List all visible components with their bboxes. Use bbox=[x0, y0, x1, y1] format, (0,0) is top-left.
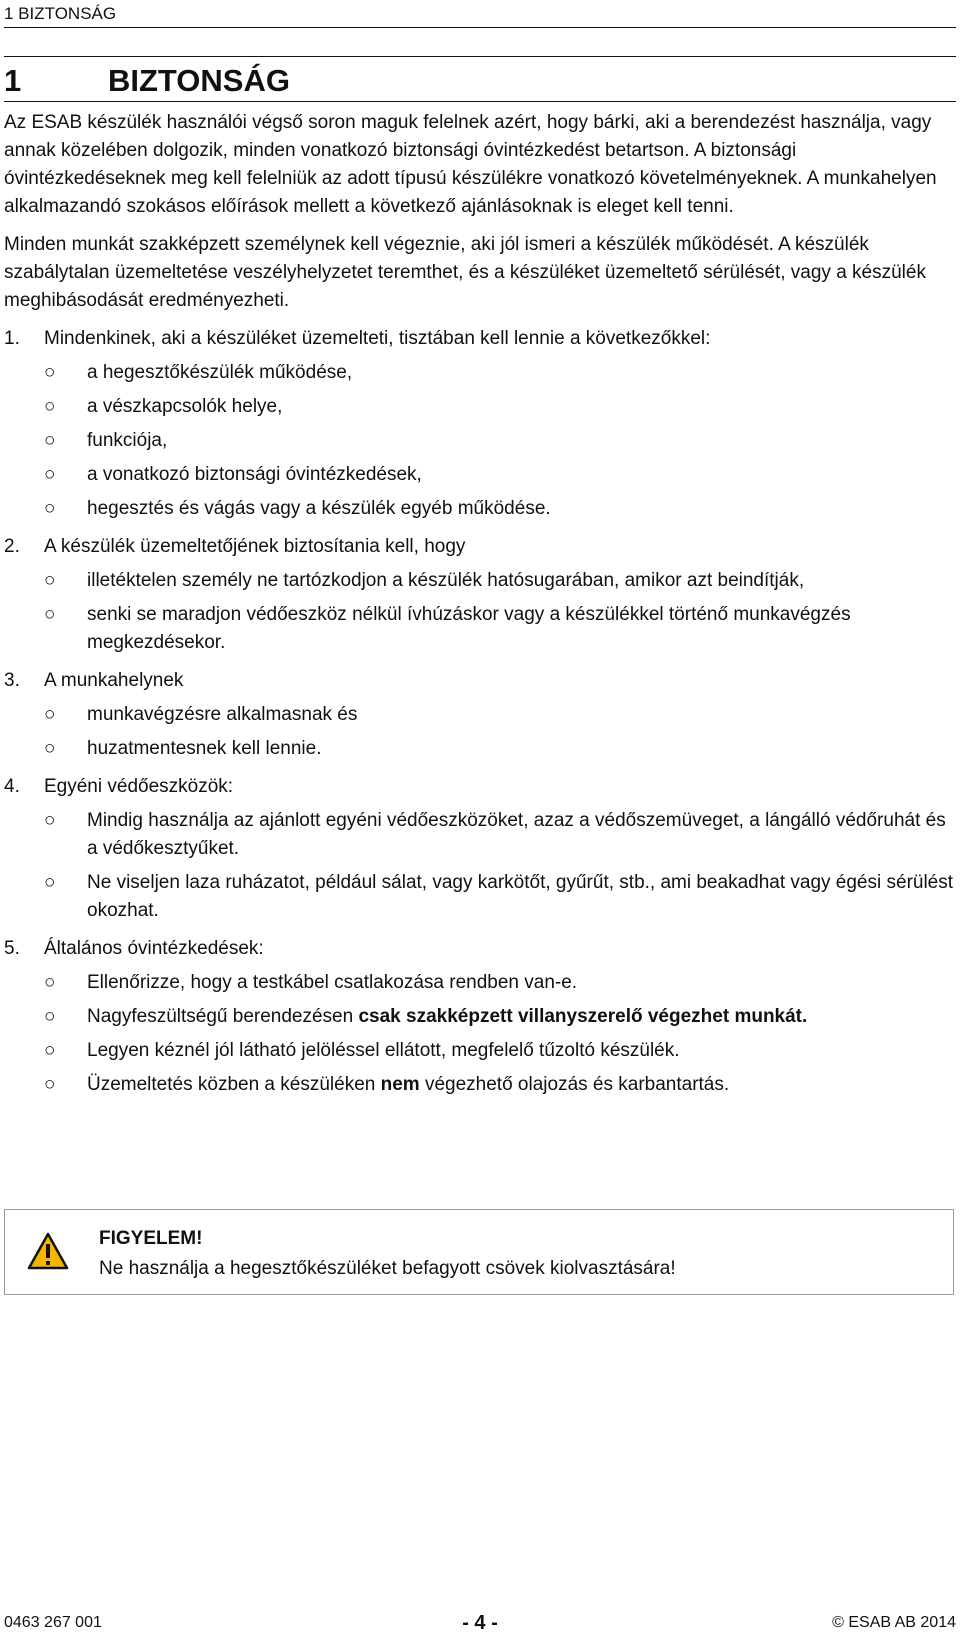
sub-item: ○ senki se maradjon védőeszköz nélkül ívhúzáskor vagy a készülékkel történő munkavégzés megkezdésekor. bbox=[4, 601, 956, 657]
intro-paragraph: Az ESAB készülék használói végső soron maguk felelnek azért, hogy bárki, aki a berendezést használja, vagy annak közelében dolgozik, minden vonatkozó biztonsági óvintézkedést betartson. A biztonsági óvintézkedéseknek meg kell felelniük az adott típusú készülékre vonatkozó követelményeknek. A munkahelyen alkalmazandó szokásos előírások mellett a következő ajánlásoknak is eleget kell tenni. bbox=[4, 112, 937, 217]
sub-item: ○ Mindig használja az ajánlott egyéni védőeszközöket, azaz a védőszemüveget, a lángálló védőruhát és a védőkesztyűket. bbox=[4, 807, 956, 863]
copyright: © ESAB AB 2014 bbox=[832, 1614, 956, 1631]
list-item-5 bbox=[4, 935, 956, 963]
list-number: 5. bbox=[4, 938, 20, 959]
list-number: 2. bbox=[4, 536, 20, 557]
sub-item: ○ munkavégzésre alkalmasnak és bbox=[4, 701, 956, 729]
warning-triangle-icon bbox=[27, 1232, 69, 1270]
bullet-icon: ○ bbox=[44, 1006, 56, 1027]
sub-item: ○ a vonatkozó biztonsági óvintézkedések, bbox=[4, 461, 956, 489]
sub-item: ○ a vészkapcsolók helye, bbox=[4, 393, 956, 421]
warning-text: Ne használja a hegesztőkészüléket befagyott csövek kiolvasztására! bbox=[99, 1258, 676, 1279]
bullet-icon: ○ bbox=[44, 1040, 56, 1061]
list-item-2 bbox=[4, 533, 956, 561]
emphasis: nem bbox=[380, 1074, 420, 1095]
list-number: 1. bbox=[4, 328, 20, 349]
sub-item: ○ illetéktelen személy ne tartózkodjon a készülék hatósugarában, amikor azt beindítják, bbox=[4, 567, 956, 595]
bullet-icon: ○ bbox=[44, 396, 56, 417]
list-item-1 bbox=[4, 325, 956, 353]
list-number: 4. bbox=[4, 776, 20, 797]
sub-item: ○ a hegesztőkészülék működése, bbox=[4, 359, 956, 387]
sub-item: ○ Ne viseljen laza ruházatot, például sálat, vagy karkötőt, gyűrűt, stb., ami beakadhat vagy égési sérülést okozhat. bbox=[4, 869, 956, 925]
list-text: Általános óvintézkedések: bbox=[44, 938, 264, 959]
bullet-icon: ○ bbox=[44, 430, 56, 451]
section-title: BIZTONSÁG bbox=[108, 63, 290, 98]
sub-item: ○ hegesztés és vágás vagy a készülék egyéb működése. bbox=[4, 495, 956, 523]
bullet-icon: ○ bbox=[44, 362, 56, 383]
section-heading bbox=[4, 56, 956, 102]
list-text: A munkahelynek bbox=[44, 670, 184, 691]
document-number: 0463 267 001 bbox=[4, 1614, 102, 1631]
page-number: - 4 - bbox=[462, 1612, 498, 1634]
sub-item: ○ huzatmentesnek kell lennie. bbox=[4, 735, 956, 763]
qualification-paragraph: Minden munkát szakképzett személynek kell végeznie, aki jól ismeri a készülék működését. A készülék szabálytalan üzemeltetése veszélyhelyzetet teremthet, és a készüléket üzemeltető sérülését, vagy a készülék meghibásodását eredményezheti. bbox=[4, 234, 926, 311]
bullet-icon: ○ bbox=[44, 498, 56, 519]
list-number: 3. bbox=[4, 670, 20, 691]
section-number: 1 bbox=[4, 63, 22, 98]
sub-item: ○ Ellenőrizze, hogy a testkábel csatlakozása rendben van-e. bbox=[4, 969, 956, 997]
warning-title: FIGYELEM! bbox=[99, 1228, 203, 1249]
bullet-icon: ○ bbox=[44, 704, 56, 725]
list-text: A készülék üzemeltetőjének biztosítania kell, hogy bbox=[44, 536, 466, 557]
running-header: 1 BIZTONSÁG bbox=[4, 4, 956, 28]
emphasis: csak szakképzett villanyszerelő végezhet munkát. bbox=[358, 1006, 808, 1027]
list-text: Egyéni védőeszközök: bbox=[44, 776, 234, 797]
bullet-icon: ○ bbox=[44, 738, 56, 759]
warning-box bbox=[4, 1209, 954, 1295]
bullet-icon: ○ bbox=[44, 810, 56, 831]
sub-item: ○ Üzemeltetés közben a készüléken nem végezhető olajozás és karbantartás. bbox=[4, 1071, 956, 1099]
list-text: Mindenkinek, aki a készüléket üzemelteti, tisztában kell lennie a következőkkel: bbox=[44, 328, 711, 349]
list-item-3 bbox=[4, 667, 956, 695]
page-footer bbox=[4, 1612, 956, 1636]
bullet-icon: ○ bbox=[44, 570, 56, 591]
bullet-icon: ○ bbox=[44, 1074, 56, 1095]
bullet-icon: ○ bbox=[44, 604, 56, 625]
bullet-icon: ○ bbox=[44, 464, 56, 485]
bullet-icon: ○ bbox=[44, 872, 56, 893]
list-item-4 bbox=[4, 773, 956, 801]
sub-item: ○ funkciója, bbox=[4, 427, 956, 455]
body-content bbox=[4, 109, 956, 1099]
sub-item: ○ Legyen kéznél jól látható jelöléssel ellátott, megfelelő tűzoltó készülék. bbox=[4, 1037, 956, 1065]
bullet-icon: ○ bbox=[44, 972, 56, 993]
sub-item: ○ Nagyfeszültségű berendezésen csak szakképzett villanyszerelő végezhet munkát. bbox=[4, 1003, 956, 1031]
